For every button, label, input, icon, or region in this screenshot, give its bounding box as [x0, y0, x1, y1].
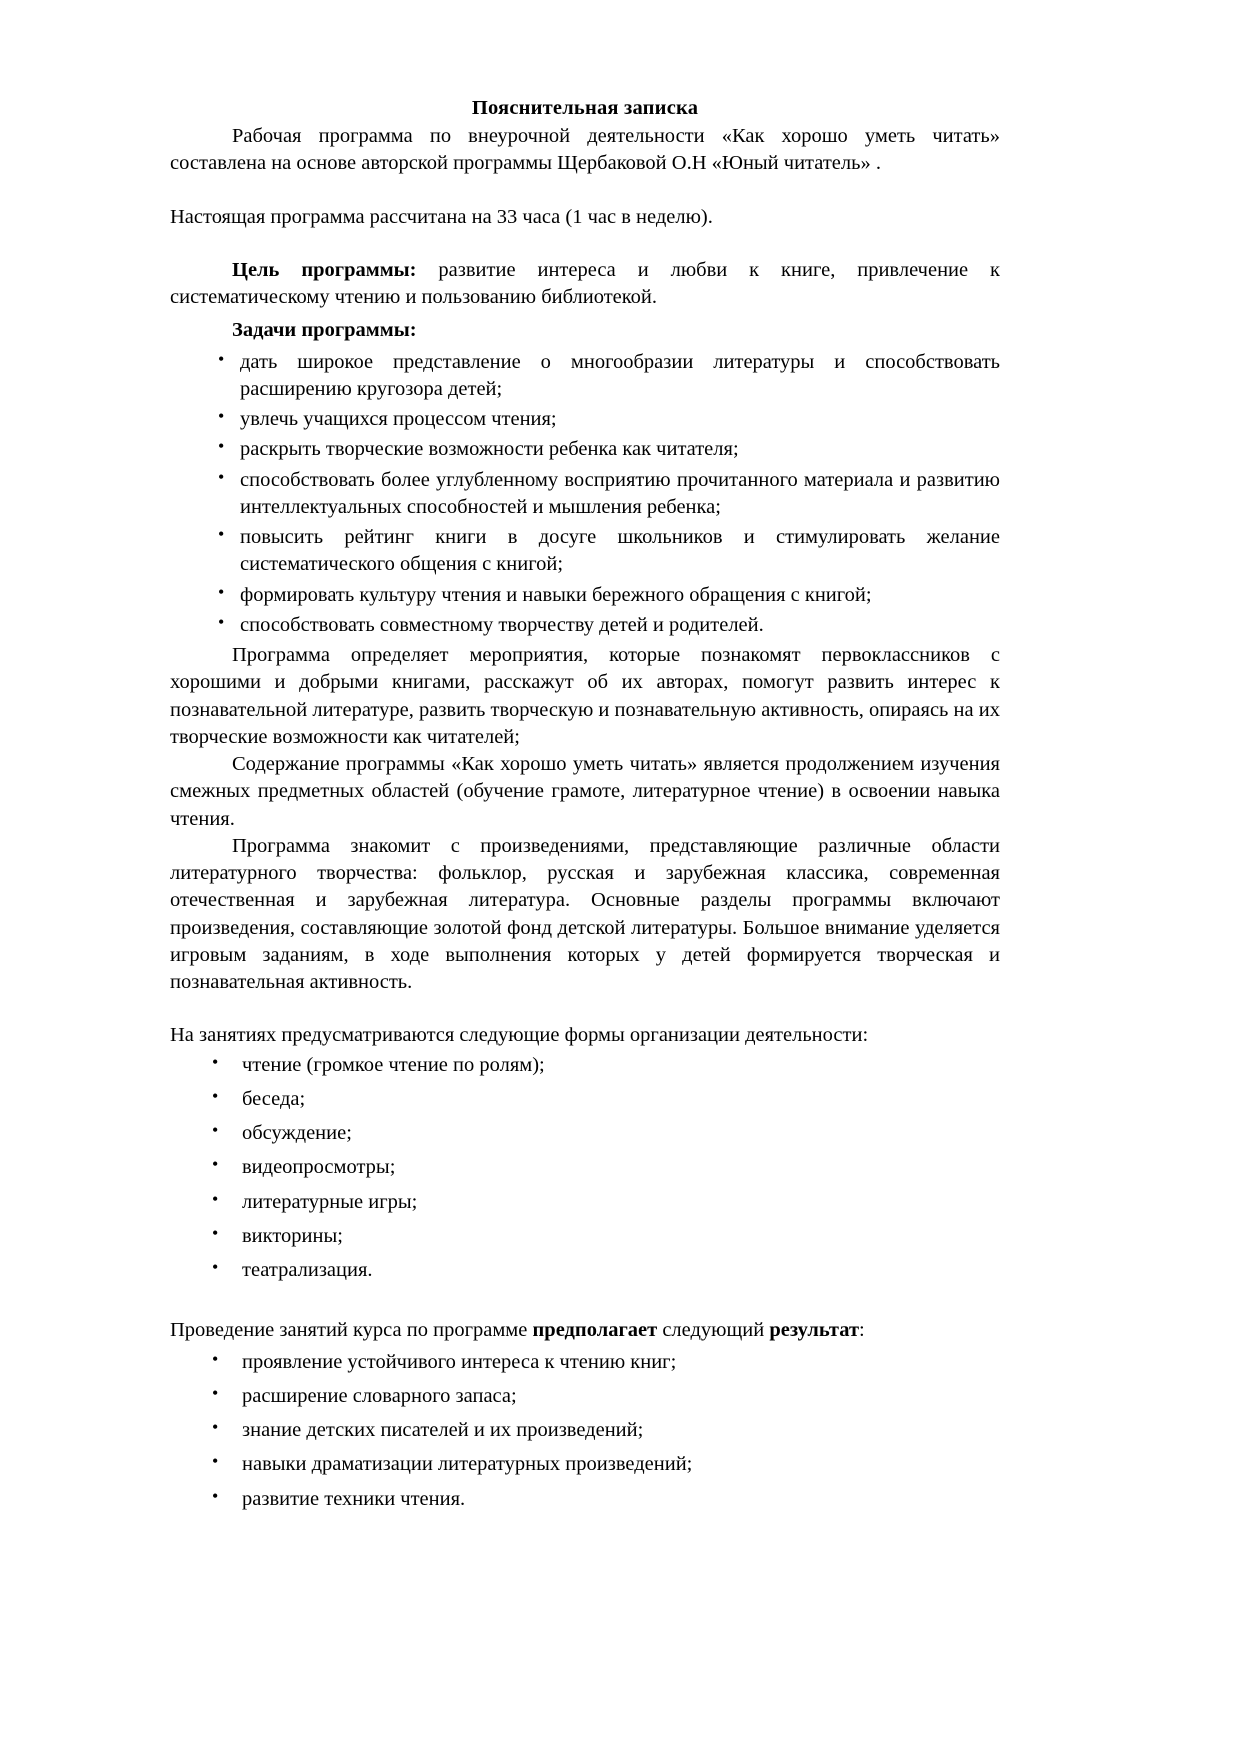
list-item: • видеопросмотры;: [242, 1154, 1000, 1181]
page-title: Пояснительная записка: [471, 97, 699, 119]
list-item: • викторины;: [242, 1223, 1000, 1250]
list-item: • навыки драматизации литературных произведений;: [242, 1451, 1000, 1478]
hours-paragraph: Настоящая программа рассчитана на 33 часа (1 час в неделю).: [170, 205, 713, 228]
results-intro-bold1: предполагает: [532, 1319, 658, 1342]
program-events-paragraph: Программа определяет мероприятия, которые познакомят первоклассников с хорошими и добрыми книгами, расскажут об их авторах, помогут развить интерес к познавательной литературе, развить творческую и познавательную активность, опираясь на их творческие возможности как читателей;: [170, 644, 1000, 748]
spacer: [170, 178, 1000, 204]
list-item: • чтение (громкое чтение по ролям);: [242, 1052, 1000, 1079]
results-intro: [170, 1317, 1000, 1344]
list-item: • театрализация.: [242, 1257, 1000, 1284]
goal-label: Цель программы:: [232, 258, 417, 281]
tasks-heading-label: Задачи программы:: [232, 319, 417, 342]
list-item: • способствовать более углубленному восприятию прочитанного материала и развитию интеллектуальных способностей и мышления ребенка;: [240, 467, 1000, 522]
tasks-list: [170, 349, 1000, 640]
results-intro-part2: следующий: [657, 1319, 770, 1342]
spacer: [170, 231, 1000, 257]
program-works-paragraph: Программа знакомит с произведениями, представляющие различные области литературного творчества: фольклор, русская и зарубежная классика, современная отечественная и зарубежная литература. Основные разделы программы включают произведения, составляющие золотой фонд детской литературы. Большое внимание уделяется игровым заданиям, в ходе выполнения которых у детей формируется творческая и познавательная активность.: [170, 834, 1000, 993]
program-content-paragraph: Содержание программы «Как хорошо уметь читать» является продолжением изучения смежных предметных областей (обучение грамоте, литературное чтение) в освоении навыка чтения.: [170, 753, 1000, 830]
results-intro-bold2: результат: [769, 1319, 860, 1342]
list-item: • проявление устойчивого интереса к чтению книг;: [242, 1349, 1000, 1376]
list-item: • повысить рейтинг книги в досуге школьников и стимулировать желание систематического общения с книгой;: [240, 524, 1000, 579]
list-item: • увлечь учащихся процессом чтения;: [240, 406, 1000, 433]
list-item: • формировать культуру чтения и навыки бережного обращения с книгой;: [240, 582, 1000, 609]
list-item: • расширение словарного запаса;: [242, 1383, 1000, 1410]
list-item: • знание детских писателей и их произведений;: [242, 1417, 1000, 1444]
intro-paragraph: Рабочая программа по внеурочной деятельности «Как хорошо уметь читать» составлена на основе авторской программы Щербаковой О.Н «Юный читатель» .: [170, 125, 1000, 175]
list-item: • дать широкое представление о многообразии литературы и способствовать расширению кругозора детей;: [240, 349, 1000, 404]
spacer: [170, 996, 1000, 1022]
list-item: • беседа;: [242, 1086, 1000, 1113]
list-item: • раскрыть творческие возможности ребенка как читателя;: [240, 436, 1000, 463]
results-intro-part1: Проведение занятий курса по программе: [170, 1319, 533, 1342]
list-item: • литературные игры;: [242, 1189, 1000, 1216]
list-item: • способствовать совместному творчеству детей и родителей.: [240, 612, 1000, 639]
list-item: • обсуждение;: [242, 1120, 1000, 1147]
document-body: [170, 96, 1000, 1520]
forms-intro: На занятиях предусматриваются следующие формы организации деятельности:: [170, 1024, 869, 1047]
results-list: [170, 1349, 1000, 1513]
goal-paragraph: [170, 257, 1000, 312]
results-intro-part3: :: [859, 1319, 865, 1342]
tasks-heading: [170, 317, 1000, 344]
forms-list: [170, 1052, 1000, 1285]
spacer: [170, 1291, 1000, 1317]
list-item: • развитие техники чтения.: [242, 1486, 1000, 1513]
goal-text: развитие интереса и любви к книге, привлечение к систематическому чтению и пользованию библиотекой.: [170, 258, 1000, 308]
